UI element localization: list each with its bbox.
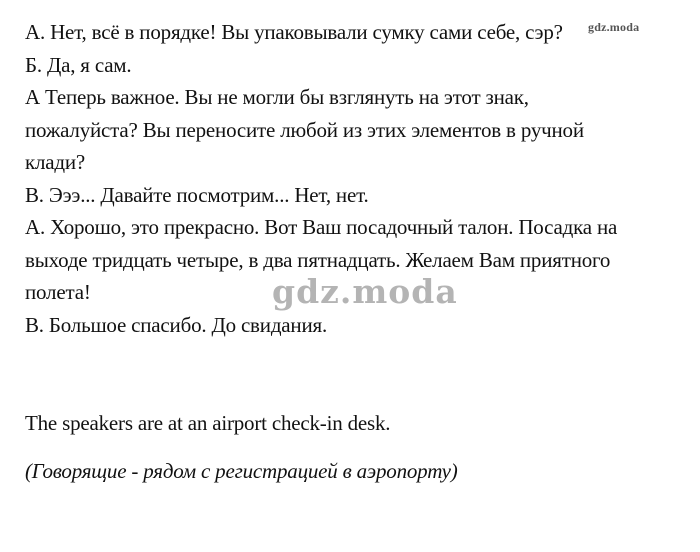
dialogue-line-8: выходе тридцать четыре, в два пятнадцать. Желаем Вам приятного	[25, 247, 611, 272]
dialogue-line-1: А. Нет, всё в порядке! Вы упаковывали сумку сами себе, сэр?	[25, 20, 563, 44]
dialogue-line-7: А. Хорошо, это прекрасно. Вот Ваш посадочный талон. Посадка на	[25, 215, 618, 239]
dialogue-line-10: В. Большое спасибо. До свидания.	[25, 312, 328, 337]
dialogue-line-9: полета!	[25, 280, 91, 304]
watermark-large: gdz.moda	[272, 272, 458, 311]
document-body	[25, 16, 665, 487]
russian-translation: (Говорящие - рядом с регистрацией в аэропорту)	[25, 459, 458, 483]
dialogue-line-4: пожалуйста? Вы переносите любой из этих элементов в ручной	[25, 117, 584, 142]
watermark-small: gdz.moda	[588, 20, 640, 34]
english-answer: The speakers are at an airport check-in desk.	[25, 411, 391, 435]
dialogue-line-3: А Теперь важное. Вы не могли бы взглянуть на этот знак,	[25, 85, 529, 109]
dialogue-line-6: В. Эээ... Давайте посмотрим... Нет, нет.	[25, 182, 369, 207]
section-spacer	[25, 341, 665, 407]
dialogue-line-2: Б. Да, я сам.	[25, 52, 132, 77]
dialogue-line-5: клади?	[25, 150, 86, 174]
